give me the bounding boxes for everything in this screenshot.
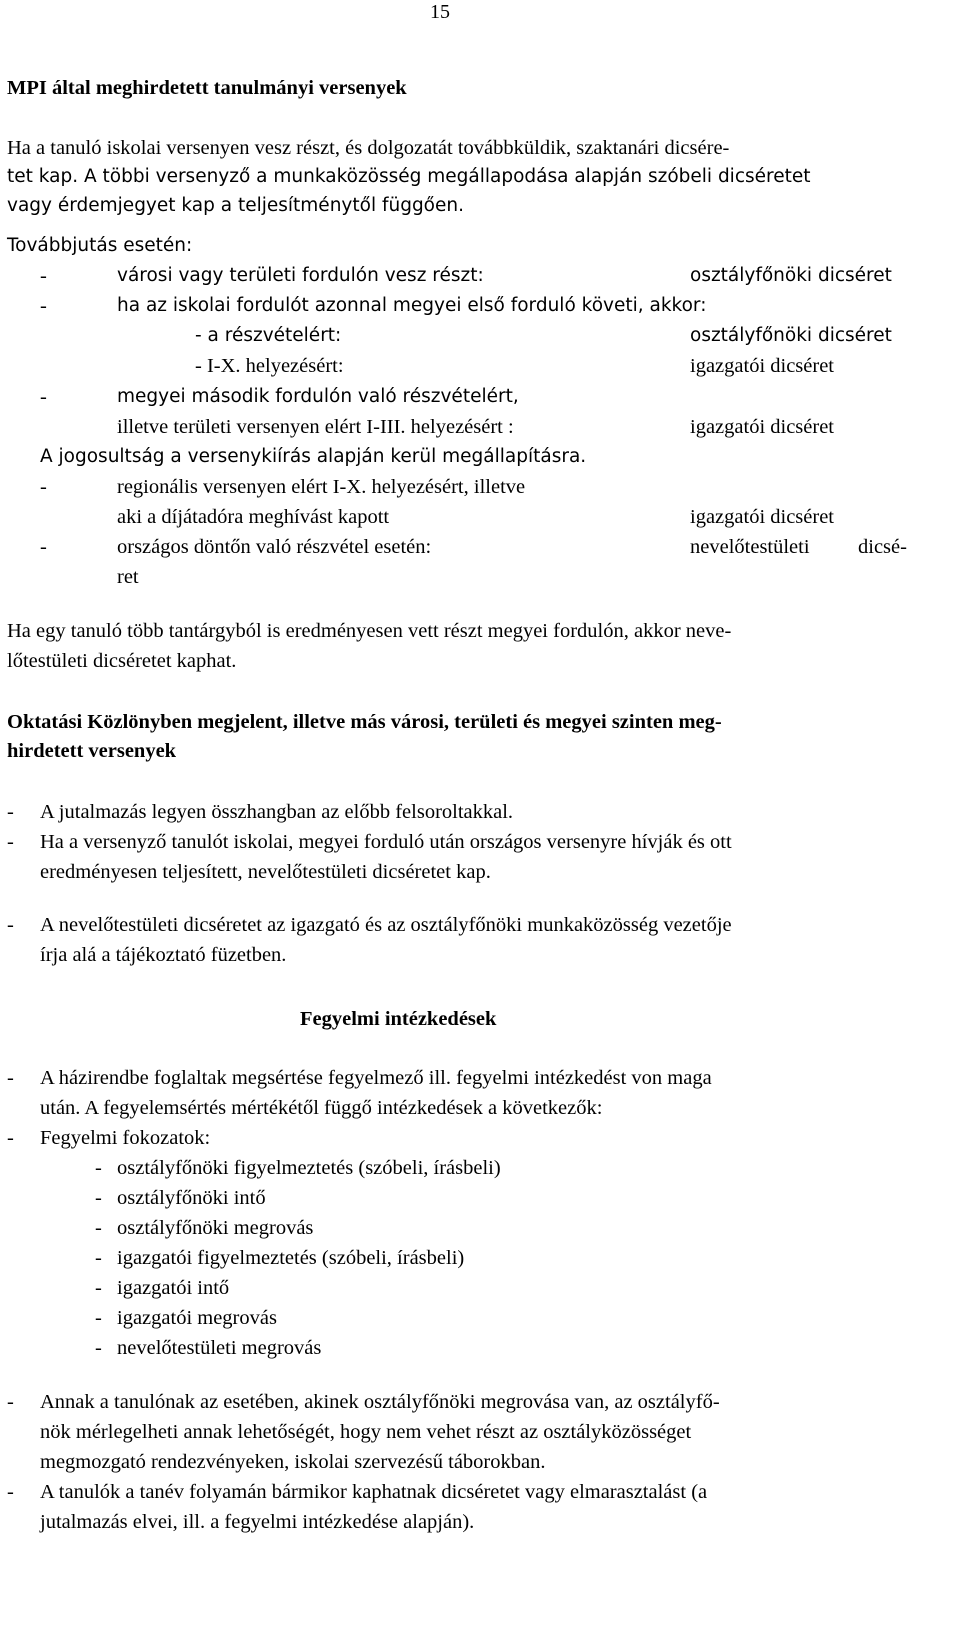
section-heading-oktatasi: Oktatási Közlönyben megjelent, illetve más városi, területi és megyei szinten meg- bbox=[7, 711, 722, 733]
section-heading-mpi: MPI által meghirdetett tanulmányi versenyek bbox=[7, 77, 407, 99]
advancement-condition: aki a díjátadóra meghívást kapott bbox=[117, 506, 390, 528]
discipline-level: osztályfőnöki intő bbox=[117, 1187, 266, 1209]
list-dash: - bbox=[95, 1157, 102, 1179]
list-item: eredményesen teljesített, nevelőtestületi dicséretet kap. bbox=[40, 861, 491, 883]
list-item: nök mérlegelheti annak lehetőségét, hogy nem vehet részt az osztályközösséget bbox=[40, 1421, 692, 1443]
list-dash: - bbox=[95, 1307, 102, 1329]
advancement-reward: ret bbox=[117, 566, 139, 588]
list-dash: - bbox=[95, 1337, 102, 1359]
list-item: megmozgató rendezvényeken, iskolai szervezésű táborokban. bbox=[40, 1451, 546, 1473]
paragraph-line: lőtestületi dicséretet kaphat. bbox=[7, 650, 237, 672]
section-heading-fegyelmi: Fegyelmi intézkedések bbox=[300, 1008, 497, 1030]
discipline-level: osztályfőnöki figyelmeztetés (szóbeli, írásbeli) bbox=[117, 1157, 501, 1179]
list-dash: - bbox=[7, 801, 14, 823]
list-item: A nevelőtestületi dicséretet az igazgató és az osztályfőnöki munkaközösség vezetője bbox=[40, 914, 732, 936]
discipline-level: osztályfőnöki megrovás bbox=[117, 1217, 314, 1239]
discipline-level: igazgatói figyelmeztetés (szóbeli, írásbeli) bbox=[117, 1247, 465, 1269]
list-dash: - bbox=[95, 1277, 102, 1299]
advancement-condition: ha az iskolai fordulót azonnal megyei első forduló követi, akkor: bbox=[117, 295, 707, 316]
list-dash: - bbox=[7, 1481, 14, 1503]
advancement-subcondition: - a részvételért: bbox=[195, 325, 342, 346]
advancement-condition: illetve területi versenyen elért I-III. helyezésért : bbox=[117, 416, 514, 438]
eligibility-note: A jogosultság a versenykiírás alapján kerül megállapításra. bbox=[40, 446, 587, 467]
list-item: Ha a versenyző tanulót iskolai, megyei forduló után országos versenyre hívják és ott bbox=[40, 831, 732, 853]
list-item: után. A fegyelemsértés mértékétől függő intézkedések a következők: bbox=[40, 1097, 603, 1119]
list-item: A jutalmazás legyen összhangban az előbb felsoroltakkal. bbox=[40, 801, 514, 823]
advancement-reward: igazgatói dicséret bbox=[690, 416, 835, 438]
list-dash: - bbox=[40, 295, 47, 317]
advancement-condition: országos döntőn való részvétel esetén: bbox=[117, 536, 432, 558]
list-item: A tanulók a tanév folyamán bármikor kaphatnak dicséretet vagy elmarasztalást (a bbox=[40, 1481, 708, 1503]
advancement-condition: városi vagy területi fordulón vesz részt: bbox=[117, 265, 484, 286]
advancement-condition: regionális versenyen elért I-X. helyezésért, illetve bbox=[117, 476, 526, 498]
discipline-level: igazgatói intő bbox=[117, 1277, 230, 1299]
list-item: A házirendbe foglaltak megsértése fegyelmező ill. fegyelmi intézkedést von maga bbox=[40, 1067, 712, 1089]
list-item: Fegyelmi fokozatok: bbox=[40, 1127, 211, 1149]
advancement-intro: Továbbjutás esetén: bbox=[7, 235, 193, 256]
list-item: jutalmazás elvei, ill. a fegyelmi intézkedése alapján). bbox=[40, 1511, 475, 1533]
list-dash: - bbox=[40, 476, 47, 498]
paragraph-line: Ha a tanuló iskolai versenyen vesz részt, és dolgozatát továbbküldik, szaktanári dicsére- bbox=[7, 137, 730, 159]
list-dash: - bbox=[7, 1391, 14, 1413]
paragraph-line: Ha egy tanuló több tantárgyból is eredményesen vett részt megyei fordulón, akkor neve- bbox=[7, 620, 732, 642]
list-dash: - bbox=[7, 1067, 14, 1089]
list-dash: - bbox=[95, 1247, 102, 1269]
list-item: írja alá a tájékoztató füzetben. bbox=[40, 944, 287, 966]
advancement-reward: igazgatói dicséret bbox=[690, 506, 835, 528]
list-dash: - bbox=[40, 536, 47, 558]
section-heading-oktatasi: hirdetett versenyek bbox=[7, 740, 177, 762]
list-dash: - bbox=[40, 265, 47, 287]
discipline-level: nevelőtestületi megrovás bbox=[117, 1337, 322, 1359]
paragraph-line: tet kap. A többi versenyző a munkaközösség megállapodása alapján szóbeli dicséretet bbox=[7, 166, 811, 187]
advancement-condition: megyei második fordulón való részvételért, bbox=[117, 386, 519, 407]
list-item: Annak a tanulónak az esetében, akinek osztályfőnöki megrovása van, az osztályfő- bbox=[40, 1391, 720, 1413]
list-dash: - bbox=[7, 831, 14, 853]
advancement-reward: nevelőtestületi bbox=[690, 536, 810, 558]
advancement-reward: dicsé- bbox=[858, 536, 907, 558]
list-dash: - bbox=[7, 914, 14, 936]
list-dash: - bbox=[95, 1217, 102, 1239]
advancement-reward: igazgatói dicséret bbox=[690, 355, 835, 377]
page-number: 15 bbox=[430, 1, 450, 23]
discipline-level: igazgatói megrovás bbox=[117, 1307, 277, 1329]
list-dash: - bbox=[40, 386, 47, 408]
advancement-reward: osztályfőnöki dicséret bbox=[690, 325, 892, 346]
list-dash: - bbox=[95, 1187, 102, 1209]
advancement-reward: osztályfőnöki dicséret bbox=[690, 265, 892, 286]
list-dash: - bbox=[7, 1127, 14, 1149]
paragraph-line: vagy érdemjegyet kap a teljesítménytől függően. bbox=[7, 195, 464, 216]
advancement-subcondition: - I-X. helyezésért: bbox=[195, 355, 344, 377]
